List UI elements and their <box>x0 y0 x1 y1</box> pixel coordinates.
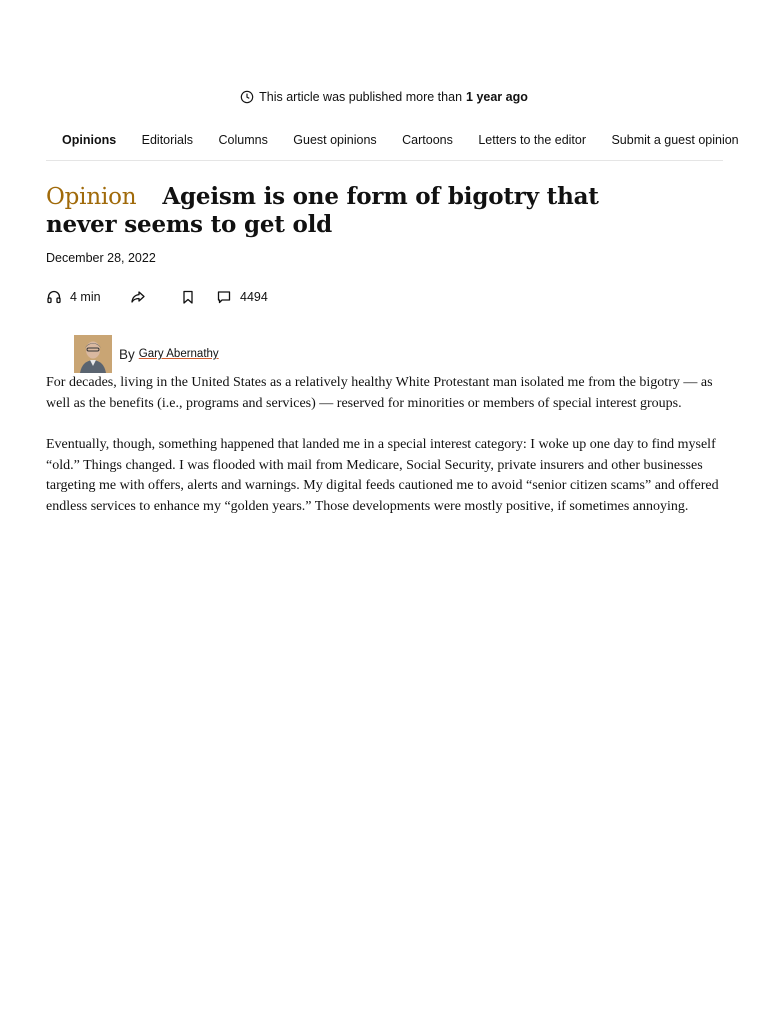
article-body <box>46 373 726 538</box>
notice-text: This article was published more than <box>259 90 463 104</box>
nav-item-editorials[interactable]: Editorials <box>141 133 194 147</box>
article-headline <box>46 183 646 239</box>
opinion-kicker[interactable]: Opinion <box>46 184 137 210</box>
nav-item-submit-guest-opinion[interactable]: Submit a guest opinion <box>611 133 739 147</box>
bookmark-icon <box>180 289 196 305</box>
byline <box>74 335 219 373</box>
author-avatar[interactable] <box>74 335 112 373</box>
headphones-icon <box>46 289 62 305</box>
byline-prefix: By <box>119 346 135 362</box>
paragraph: For decades, living in the United States as a relatively healthy White Protestant man isolated me from the bigotry — as well as the benefits (i.e., programs and services) — reserved for minorities or members of special interest groups. <box>46 375 713 411</box>
article-toolbar <box>46 286 268 308</box>
publish-date: December 28, 2022 <box>46 251 156 265</box>
author-photo <box>74 335 112 373</box>
opinions-subnav <box>46 124 739 161</box>
notice-emphasis: 1 year ago <box>466 90 528 104</box>
bookmark-button[interactable] <box>180 289 216 305</box>
comment-icon <box>216 289 232 305</box>
article-age-notice <box>0 90 768 104</box>
author-link[interactable]: Gary Abernathy <box>138 348 219 360</box>
nav-item-guest-opinions[interactable]: Guest opinions <box>293 133 377 147</box>
comments-count: 4494 <box>240 290 268 304</box>
article-title: Ageism is one form of bigotry that never seems to get old <box>46 183 599 238</box>
comments-button[interactable] <box>216 289 268 305</box>
nav-item-cartoons[interactable]: Cartoons <box>402 133 453 147</box>
nav-item-columns[interactable]: Columns <box>218 133 268 147</box>
nav-item-letters[interactable]: Letters to the editor <box>478 133 587 147</box>
clock-icon <box>240 90 254 104</box>
listen-button[interactable] <box>46 289 130 305</box>
share-icon <box>130 289 146 305</box>
nav-item-opinions[interactable]: Opinions <box>62 133 117 147</box>
listen-duration: 4 min <box>70 290 101 304</box>
paragraph: Eventually, though, something happened that landed me in a special interest category: I woke up one day to find myself “old.” Things changed. I was flooded with mail from Medicare, Social Security, private insurers and other businesses targeting me with offers, alerts and warnings. My digital feeds cautioned me to avoid “senior citizen scams” and offered endless services to enhance my “golden years.” Those developments were mostly positive, if sometimes annoying. <box>46 437 719 514</box>
share-button[interactable] <box>130 289 180 305</box>
